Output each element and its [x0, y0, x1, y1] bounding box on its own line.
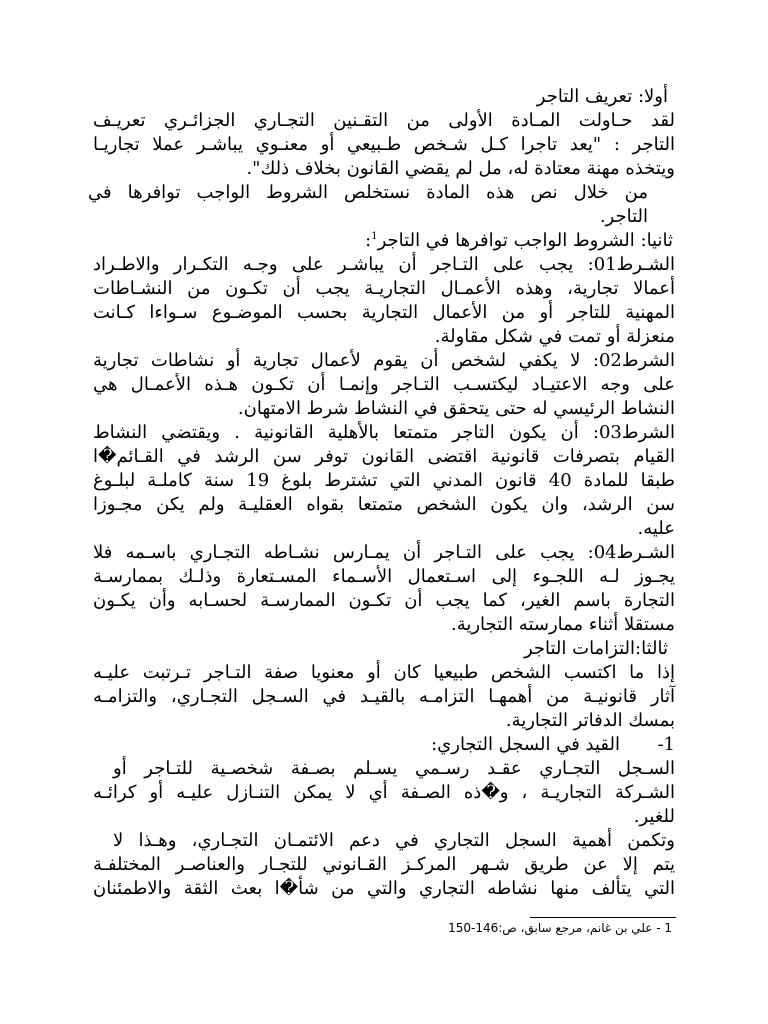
paragraph-line: ويتخذه مهنة معتادة له، مل لم يقضي القانون بخلاف ذلك". — [246, 158, 675, 179]
condition-1-line: منعزلة أو تمت في شكل مقاولة. — [434, 326, 675, 347]
condition-3-line: القيام بتصرفات قانونية اقتضى القانون توفر سن الرشد في القـائم�ا — [93, 446, 675, 467]
condition-1-line: الشـرط01: يجب على التـاجر أن يباشـر على وجـه التكـرار والاطـراد — [93, 254, 675, 275]
condition-1-line: المهنية للتاجر أو من الأعمال التجارية بحسب الموضـوع سـواءا كـانت — [93, 302, 675, 323]
paragraph-line: يتم إلا عن طريق شـهر المركـز القـانوني للتجـار والعناصـر المختلفـة — [93, 854, 675, 875]
condition-3-line: سن الرشد، وان يكون الشخص متمتعا بقواه العقليـة ولم يكن مجـوزا — [93, 494, 675, 515]
paragraph-line: من خلال نص هذه المادة نستخلص الشروط الواجب توافرها في — [88, 182, 648, 203]
footnote-separator — [530, 917, 676, 918]
condition-4-line: التجارة باسم الغير، كما يجب أن تكـون الممارسـة لحسـابه وأن يكـون — [93, 590, 675, 611]
paragraph-line: بمسك الدفاتر التجارية. — [505, 710, 675, 731]
condition-1-line: أعمالا تجارية، وهذه الأعمـال التجاريـة يجب أن تكـون من النشـاطات — [93, 278, 675, 299]
paragraph-line: الشـركة التجاريـة ، و�ذه الصـفة أي لا يمكن التنـازل عليـه أو كرائـه — [93, 782, 675, 803]
paragraph-line: وتكمن أهمية السجل التجاري في دعم الائتمـان التجـاري، وهـذا لا — [113, 830, 675, 851]
heading-registry: القيد في السجل التجاري: — [431, 734, 620, 755]
condition-4-line: يجـوز لـه اللجـوء إلى اسـتعمال الأسـماء المسـتعارة وذلـك بممارسـة — [93, 566, 675, 587]
list-number: -1 — [657, 734, 675, 755]
heading-conditions-colon: : — [365, 230, 372, 251]
paragraph-line: التي يتألف منها نشاطه التجاري والتي من شأ�ا بعث الثقة والاطمئنان — [93, 878, 675, 899]
footnote-reference: 1 — [371, 231, 378, 242]
condition-4-line: مستقلا أثناء ممارسته التجارية. — [450, 614, 675, 635]
paragraph-line: التاجر : "يعد تاجرا كـل شـخص طـبيعي أو معنـوي يباشـر عملا تجاريـا — [93, 134, 675, 155]
paragraph-line: للغير. — [633, 806, 675, 827]
condition-3-line: طبقا للمادة 40 قانون المدني التي تشترط بلوغ 19 سنة كاملـة لبلـوغ — [93, 470, 675, 491]
footnote: 1 - علي بن غانم، مرجع سابق، ص:146-150 — [448, 921, 672, 935]
paragraph-line: التاجر. — [599, 206, 648, 227]
condition-2-line: على وجه الاعتيـاد ليكتسـب التـاجر وإنمـا أن تكـون هـذه الأعمـال هي — [93, 374, 675, 395]
heading-definition: أولا: تعريف التاجر — [536, 86, 668, 107]
heading-conditions — [365, 229, 673, 253]
condition-3-line: الشرط03: أن يكون التاجر متمتعا بالأهلية القانونية . ويقتضي النشاط — [93, 422, 675, 443]
paragraph-line: السـجل التجـاري عقـد رسـمي يسـلم بصـفة شخصـية للتـاجر أو — [113, 758, 675, 779]
condition-3-line: عليه. — [637, 518, 675, 539]
heading-obligations: ثالثا:التزامات التاجر — [523, 638, 668, 659]
condition-2-line: الشرط02: لا يكفي لشخص أن يقوم لأعمال تجارية أو نشاطات تجارية — [93, 350, 675, 371]
paragraph-line: إذا ما اكتسب الشخص طبيعيا كان أو معنويا صفة التـاجر تـرتبت عليـه — [93, 662, 675, 683]
paragraph-line: لقد حـاولت المـادة الأولى من التقـنين التجـاري الجزائـري تعريـف — [93, 110, 675, 131]
condition-4-line: الشـرط04: يجب على التـاجر أن يمـارس نشـاطه التجـاري باسـمه فلا — [93, 542, 675, 563]
paragraph-line: آثار قانونيـة من أهمهـا التزامـه بالقيـد في السـجل التجـاري، والتزامـه — [93, 686, 675, 707]
heading-conditions-text: ثانيا: الشروط الواجب توافرها في التاجر — [377, 230, 673, 251]
condition-2-line: النشاط الرئيسي له حتى يتحقق في النشاط شرط الامتهان. — [237, 398, 675, 419]
